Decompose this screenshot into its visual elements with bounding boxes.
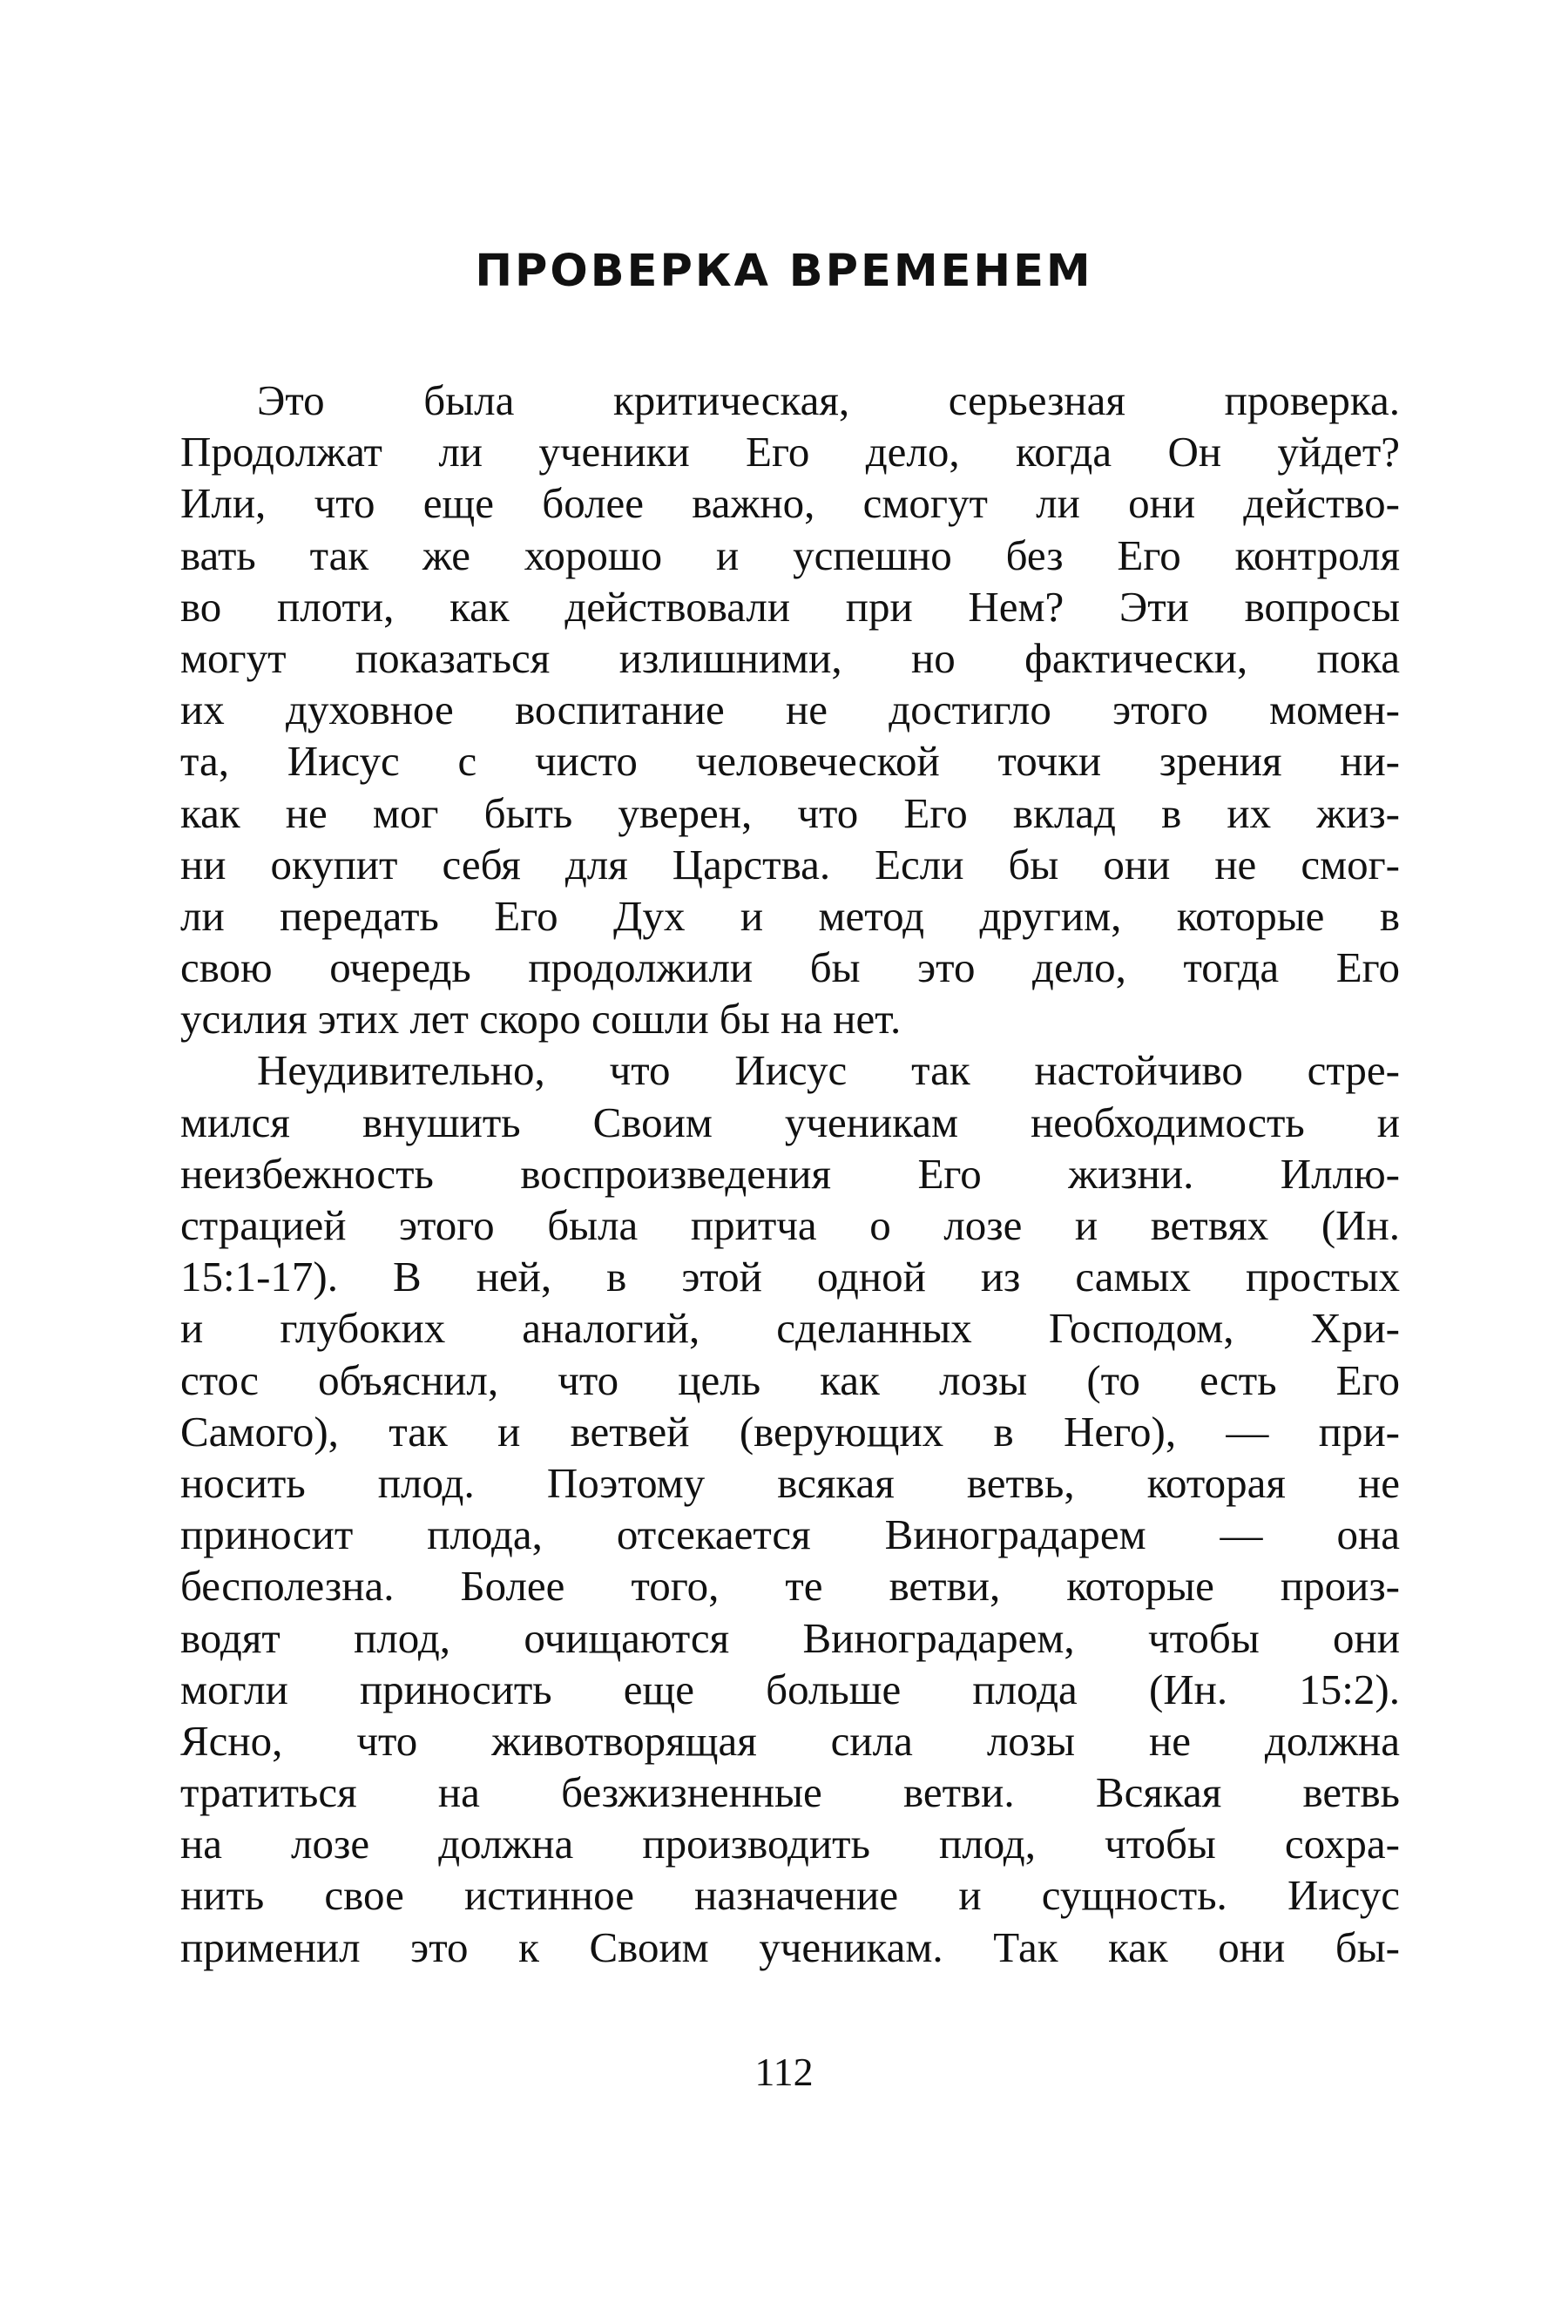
text-line: их духовное воспитание не достигло этого момен-	[180, 686, 1400, 734]
text-line: мился внушить Своим ученикам необходимость и	[180, 1098, 1400, 1146]
text-line: бесполезна. Более того, те ветви, которые произ-	[180, 1562, 1400, 1611]
text-line: могли приносить еще больше плода (Ин. 15:2).	[180, 1665, 1400, 1713]
text-line: вать так же хорошо и успешно без Его контроля	[180, 530, 1400, 579]
text-line: ли передать Его Дух и метод другим, которые в	[180, 891, 1400, 940]
text-line: Или, что еще более важно, смогут ли они действо-	[180, 479, 1400, 528]
text-line: свою очередь продолжили бы это дело, тогда Его	[180, 943, 1400, 992]
text-line: усилия этих лет скоро сошли бы на нет.	[180, 995, 902, 1044]
text-line: 15:1-17). В ней, в этой одной из самых простых	[180, 1253, 1400, 1301]
paragraph-2	[180, 1044, 1400, 1972]
text-line: тратиться на безжизненные ветви. Всякая ветвь	[180, 1768, 1400, 1817]
chapter-title: ПРОВЕРКА ВРЕМЕНЕМ	[475, 246, 1093, 297]
text-line: на лозе должна производить плод, чтобы сохра-	[180, 1820, 1400, 1868]
text-line: та, Иисус с чисто человеческой точки зрения ни-	[180, 737, 1400, 786]
text-line: ни окупит себя для Царства. Если бы они не смог-	[180, 840, 1400, 888]
text-line: нить свое истинное назначение и сущность. Иисус	[180, 1871, 1400, 1920]
paragraph-1	[180, 375, 1400, 1044]
text-line: Самого), так и ветвей (верующих в Него), — при-	[180, 1407, 1400, 1456]
body-text	[180, 375, 1400, 1973]
text-line: Неудивительно, что Иисус так настойчиво стре-	[257, 1046, 1400, 1095]
page-number: 112	[754, 2050, 814, 2094]
text-line: как не мог быть уверен, что Его вклад в их жиз-	[180, 788, 1400, 837]
text-line: приносит плода, отсекается Виноградарем — она	[180, 1510, 1400, 1559]
text-line: могут показаться излишними, но фактически, пока	[180, 633, 1400, 682]
text-line: Продолжат ли ученики Его дело, когда Он уйдет?	[180, 428, 1400, 476]
text-line: Это была критическая, серьезная проверка.	[257, 376, 1400, 424]
text-line: и глубоких аналогий, сделанных Господом, Хри-	[180, 1304, 1400, 1353]
text-line: водят плод, очищаются Виноградарем, чтобы они	[180, 1613, 1400, 1662]
text-line: неизбежность воспроизведения Его жизни. Иллю-	[180, 1149, 1400, 1198]
text-line: во плоти, как действовали при Нем? Эти вопросы	[180, 582, 1400, 631]
text-line: стос объяснил, что цель как лозы (то есть Его	[180, 1355, 1400, 1404]
text-line: применил это к Своим ученикам. Так как они бы-	[180, 1922, 1400, 1971]
text-line: Ясно, что животворящая сила лозы не должна	[180, 1716, 1400, 1765]
text-line: носить плод. Поэтому всякая ветвь, которая не	[180, 1458, 1400, 1507]
text-line: страцией этого была притча о лозе и ветвях (Ин.	[180, 1201, 1400, 1249]
